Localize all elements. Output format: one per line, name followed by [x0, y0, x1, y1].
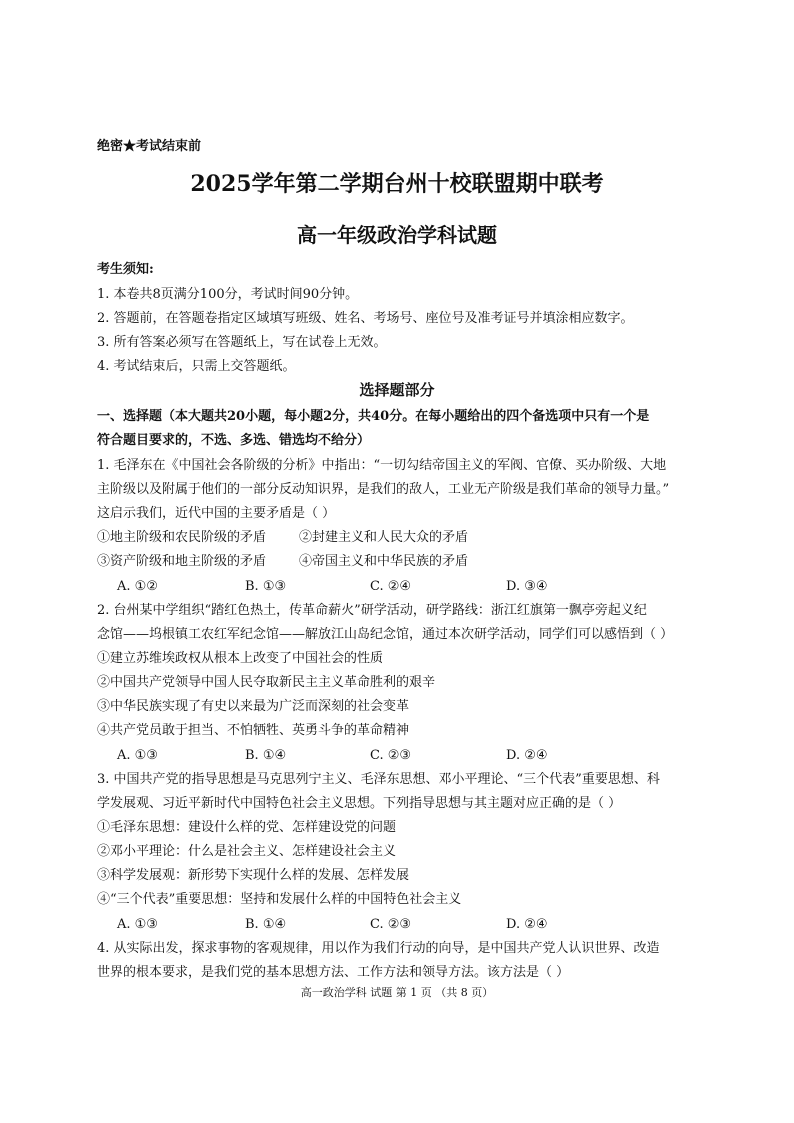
question-4-stem: 世界的根本要求，是我们党的基本思想方法、工作方法和领导方法。该方法是（ ）: [97, 965, 570, 980]
option-c: C. ②④: [370, 579, 412, 594]
notice-item: 1. 本卷共8页满分100分，考试时间90分钟。: [97, 287, 359, 302]
option-c: C. ②③: [370, 917, 412, 932]
question-3-statement: ③科学发展观：新形势下实现什么样的发展、怎样发展: [97, 868, 410, 883]
question-4-stem: 4. 从实际出发，探求事物的客观规律，用以作为我们行动的向导，是中国共产党人认识世界、改造: [97, 941, 660, 956]
question-1-stem: 主阶级以及附属于他们的一部分反动知识界，是我们的敌人，工业无产阶级是我们革命的领导力量。”: [97, 482, 670, 497]
question-2-statement: ①建立苏维埃政权从根本上改变了中国社会的性质: [97, 651, 384, 666]
option-a: A. ①②: [117, 579, 158, 594]
section-instruction: 符合题目要求的，不选、多选、错选均不给分）: [97, 433, 371, 448]
option-b: B. ①④: [245, 917, 287, 932]
question-1-stem: 1. 毛泽东在《中国社会各阶级的分析》中指出：“一切勾结帝国主义的军阀、官僚、买办阶级、大地: [97, 458, 667, 473]
option-a: A. ①③: [117, 917, 158, 932]
question-3-stem: 3. 中国共产党的指导思想是马克思列宁主义、毛泽东思想、邓小平理论、“三个代表”重要思想、科: [97, 772, 660, 787]
question-1-statement: ①地主阶级和农民阶级的矛盾 ②封建主义和人民大众的矛盾: [97, 530, 469, 545]
notice-item: 2. 答题前，在答题卷指定区域填写班级、姓名、考场号、座位号及准考证号并填涂相应数字。: [97, 311, 634, 326]
option-d: D. ②④: [506, 748, 548, 763]
question-3-statement: ②邓小平理论：什么是社会主义、怎样建设社会主义: [97, 844, 397, 859]
question-3-statement: ④“三个代表”重要思想：坚持和发展什么样的中国特色社会主义: [97, 892, 462, 907]
question-2-stem: 念馆——坞根镇工农红军纪念馆——解放江山岛纪念馆，通过本次研学活动，同学们可以感悟到（ ）: [97, 627, 674, 642]
option-b: B. ①④: [245, 748, 287, 763]
option-d: D. ③④: [506, 579, 548, 594]
page-footer: 高一政治学科 试题 第 1 页 （共 8 页）: [300, 986, 494, 999]
question-2-statement: ③中华民族实现了有史以来最为广泛而深刻的社会变革: [97, 699, 410, 714]
option-c: C. ②③: [370, 748, 412, 763]
exam-subtitle: 高一年级政治学科试题: [297, 223, 497, 247]
question-2-statement: ②中国共产党领导中国人民夺取新民主主义革命胜利的艰辛: [97, 675, 436, 690]
option-b: B. ①③: [245, 579, 287, 594]
option-d: D. ②④: [506, 917, 548, 932]
notice-item: 3. 所有答案必须写在答题纸上，写在试卷上无效。: [97, 335, 387, 350]
exam-title: 2025学年第二学期台州十校联盟期中联考: [190, 171, 604, 197]
question-2-stem: 2. 台州某中学组织“踏红色热土，传革命薪火”研学活动，研学路线：浙江红旗第一飘亭旁起义纪: [97, 603, 647, 618]
question-3-stem: 学发展观、习近平新时代中国特色社会主义思想。下列指导思想与其主题对应正确的是（ ）: [97, 796, 622, 811]
section-title: 选择题部分: [359, 381, 435, 399]
question-3-statement: ①毛泽东思想：建设什么样的党、怎样建设党的问题: [97, 820, 397, 835]
section-instruction: 一、选择题（本大题共20小题，每小题2分，共40分。在每小题给出的四个备选项中只有一个是: [97, 409, 650, 424]
confidential-label: 绝密★考试结束前: [97, 139, 202, 154]
notice-heading: 考生须知:: [97, 262, 154, 277]
question-1-statement: ③资产阶级和地主阶级的矛盾 ④帝国主义和中华民族的矛盾: [97, 554, 469, 569]
notice-item: 4. 考试结束后，只需上交答题纸。: [97, 359, 296, 374]
option-a: A. ①③: [117, 748, 158, 763]
question-2-statement: ④共产党员敢于担当、不怕牺牲、英勇斗争的革命精神: [97, 723, 410, 738]
question-1-stem: 这启示我们，近代中国的主要矛盾是（ ）: [97, 506, 336, 521]
